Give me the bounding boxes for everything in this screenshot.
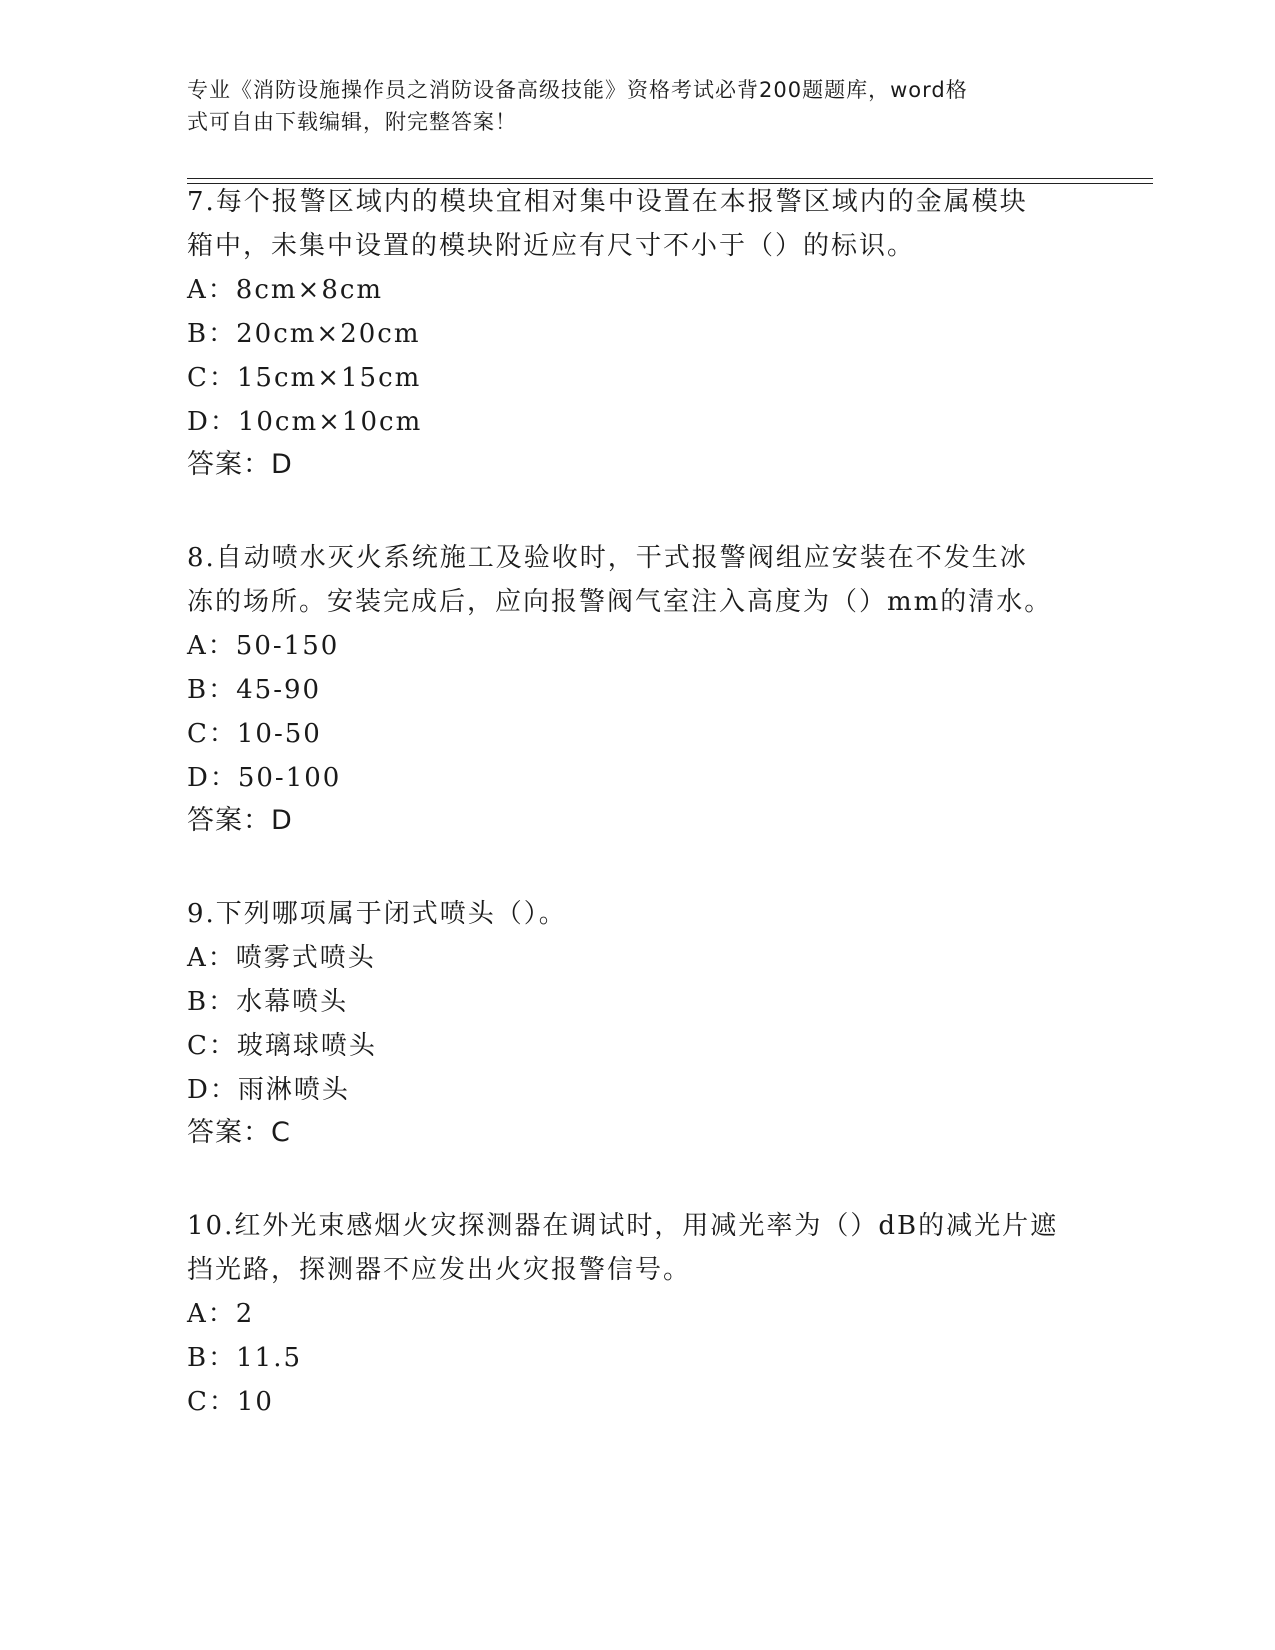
document-header [187, 74, 1067, 138]
option-d: D：10cm×10cm [187, 407, 423, 437]
option-a: A：50-150 [187, 631, 340, 661]
header-divider-bottom [187, 183, 1153, 184]
option-b: B：11.5 [187, 1343, 302, 1373]
question-stem: 冻的场所。安装完成后，应向报警阀气室注入高度为（）mm的清水。 [187, 587, 1053, 617]
option-b: B：20cm×20cm [187, 319, 421, 349]
question-stem: 箱中，未集中设置的模块附近应有尺寸不小于（）的标识。 [187, 231, 916, 261]
option-c: C：玻璃球喷头 [187, 1031, 377, 1061]
header-divider-top [187, 178, 1153, 179]
option-b: B：45-90 [187, 675, 322, 705]
question-stem: 挡光路，探测器不应发出火灾报警信号。 [187, 1255, 692, 1285]
question-stem: 9.下列哪项属于闭式喷头（）。 [187, 899, 567, 929]
header-line-1: 专业《消防设施操作员之消防设备高级技能》资格考试必背200题题库，word格 [187, 78, 968, 102]
answer: 答案：C [187, 1117, 291, 1148]
option-a: A：喷雾式喷头 [187, 943, 376, 973]
option-b: B：水幕喷头 [187, 987, 349, 1017]
option-d: D：雨淋喷头 [187, 1075, 350, 1105]
question-stem: 8.自动喷水灭火系统施工及验收时，干式报警阀组应安装在不发生冰 [187, 543, 1028, 573]
option-c: C：10-50 [187, 719, 322, 749]
question-stem: 10.红外光束感烟火灾探测器在调试时，用减光率为（）dB的减光片遮 [187, 1211, 1059, 1241]
answer: 答案：D [187, 805, 293, 836]
header-line-2: 式可自由下载编辑，附完整答案！ [187, 110, 517, 134]
answer: 答案：D [187, 449, 293, 480]
option-c: C：10 [187, 1387, 274, 1417]
option-c: C：15cm×15cm [187, 363, 422, 393]
option-d: D：50-100 [187, 763, 342, 793]
question-stem: 7.每个报警区域内的模块宜相对集中设置在本报警区域内的金属模块 [187, 187, 1028, 217]
option-a: A：8cm×8cm [187, 275, 384, 305]
option-a: A：2 [187, 1299, 255, 1329]
